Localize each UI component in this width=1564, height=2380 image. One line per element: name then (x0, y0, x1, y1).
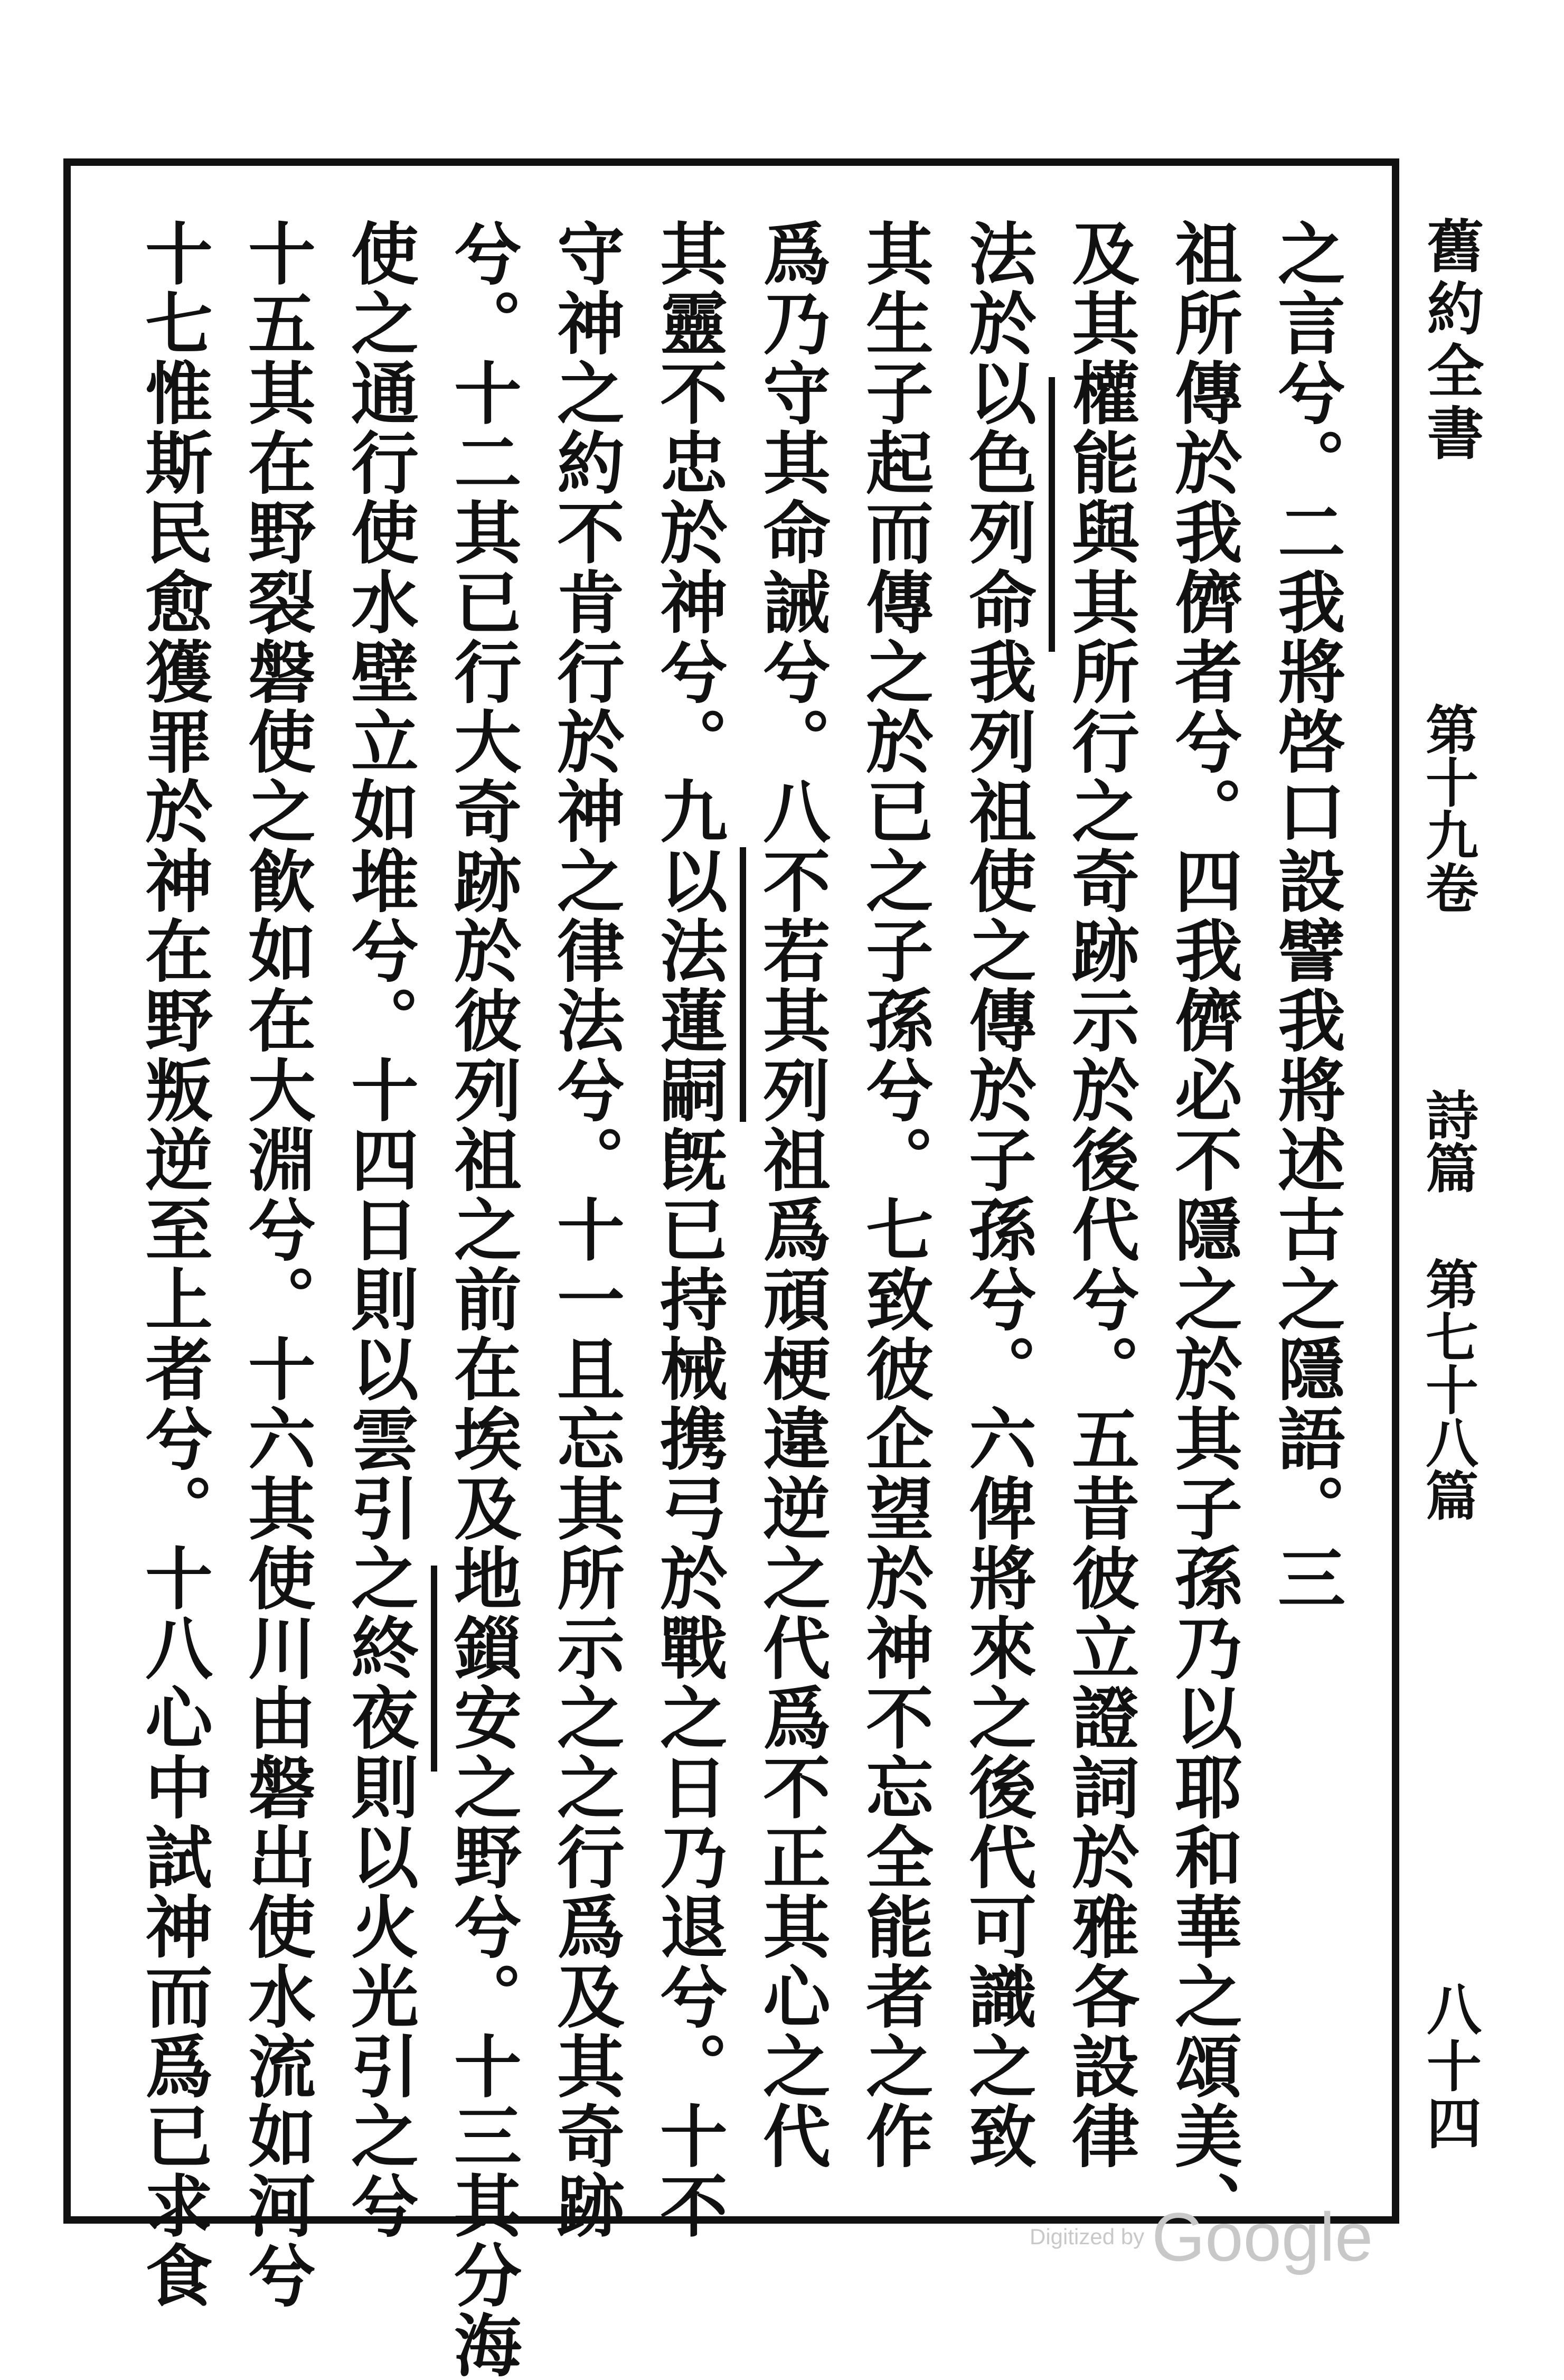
text-column-8: 守神之約不肯行於神之律法兮。十一且忘其所示之之行爲及其奇跡 (545, 219, 625, 2241)
text-column-10: 使之通行使水壁立如堆兮。十四日則以雲引之終夜則以火光引之兮 (340, 219, 419, 2241)
book-title: 舊約全書 (1417, 217, 1484, 466)
proper-name-mark (1049, 377, 1055, 652)
proper-name-mark (740, 847, 746, 1122)
section-label: 詩篇 (1417, 1088, 1479, 1194)
text-column-7: 其靈不忠於神兮。九以法蓮嗣旣已持械携弓於戰之日乃退兮。十不 (648, 219, 728, 2241)
chapter-label: 第七十八篇 (1417, 1257, 1479, 1521)
text-column-6: 爲乃守其命誡兮。八不若其列祖爲頑梗違逆之代爲不正其心之代 (751, 219, 831, 2171)
watermark-prefix: Digitized by (1030, 2224, 1145, 2249)
text-column-12: 十七惟斯民愈獲罪於神在野叛逆至上者兮。十八心中試神而爲已求食 (134, 219, 213, 2310)
volume-label: 第十九卷 (1417, 702, 1479, 914)
text-column-2: 祖所傳於我儕者兮。四我儕必不隱之於其子孫乃以耶和華之頌美、 (1163, 219, 1242, 2241)
text-column-5: 其生子起而傳之於已之子孫兮。七致彼企望於神不忘全能者之作 (854, 219, 934, 2171)
watermark (1030, 2197, 1373, 2276)
proper-name-mark (431, 1566, 437, 1772)
page-number: 八十四 (1417, 1981, 1482, 2152)
text-column-4: 法於以色列命我列祖使之傳於子孫兮。六俾將來之後代可識之致 (957, 219, 1037, 2171)
text-column-9: 兮。十二其已行大奇跡於彼列祖之前在埃及地鎻安之野兮。十三其分海 (442, 219, 522, 2380)
text-column-11: 十五其在野裂磐使之飮如在大淵兮。十六其使川由磐出使水流如河兮 (237, 219, 316, 2310)
watermark-brand: Google (1152, 2198, 1373, 2275)
text-column-1: 之言兮。二我將啓口設譬我將述古之隱語。三 (1266, 219, 1345, 1613)
text-column-3: 及其權能與其所行之奇跡示於後代兮。五昔彼立證詞於雅各設律 (1060, 219, 1139, 2171)
